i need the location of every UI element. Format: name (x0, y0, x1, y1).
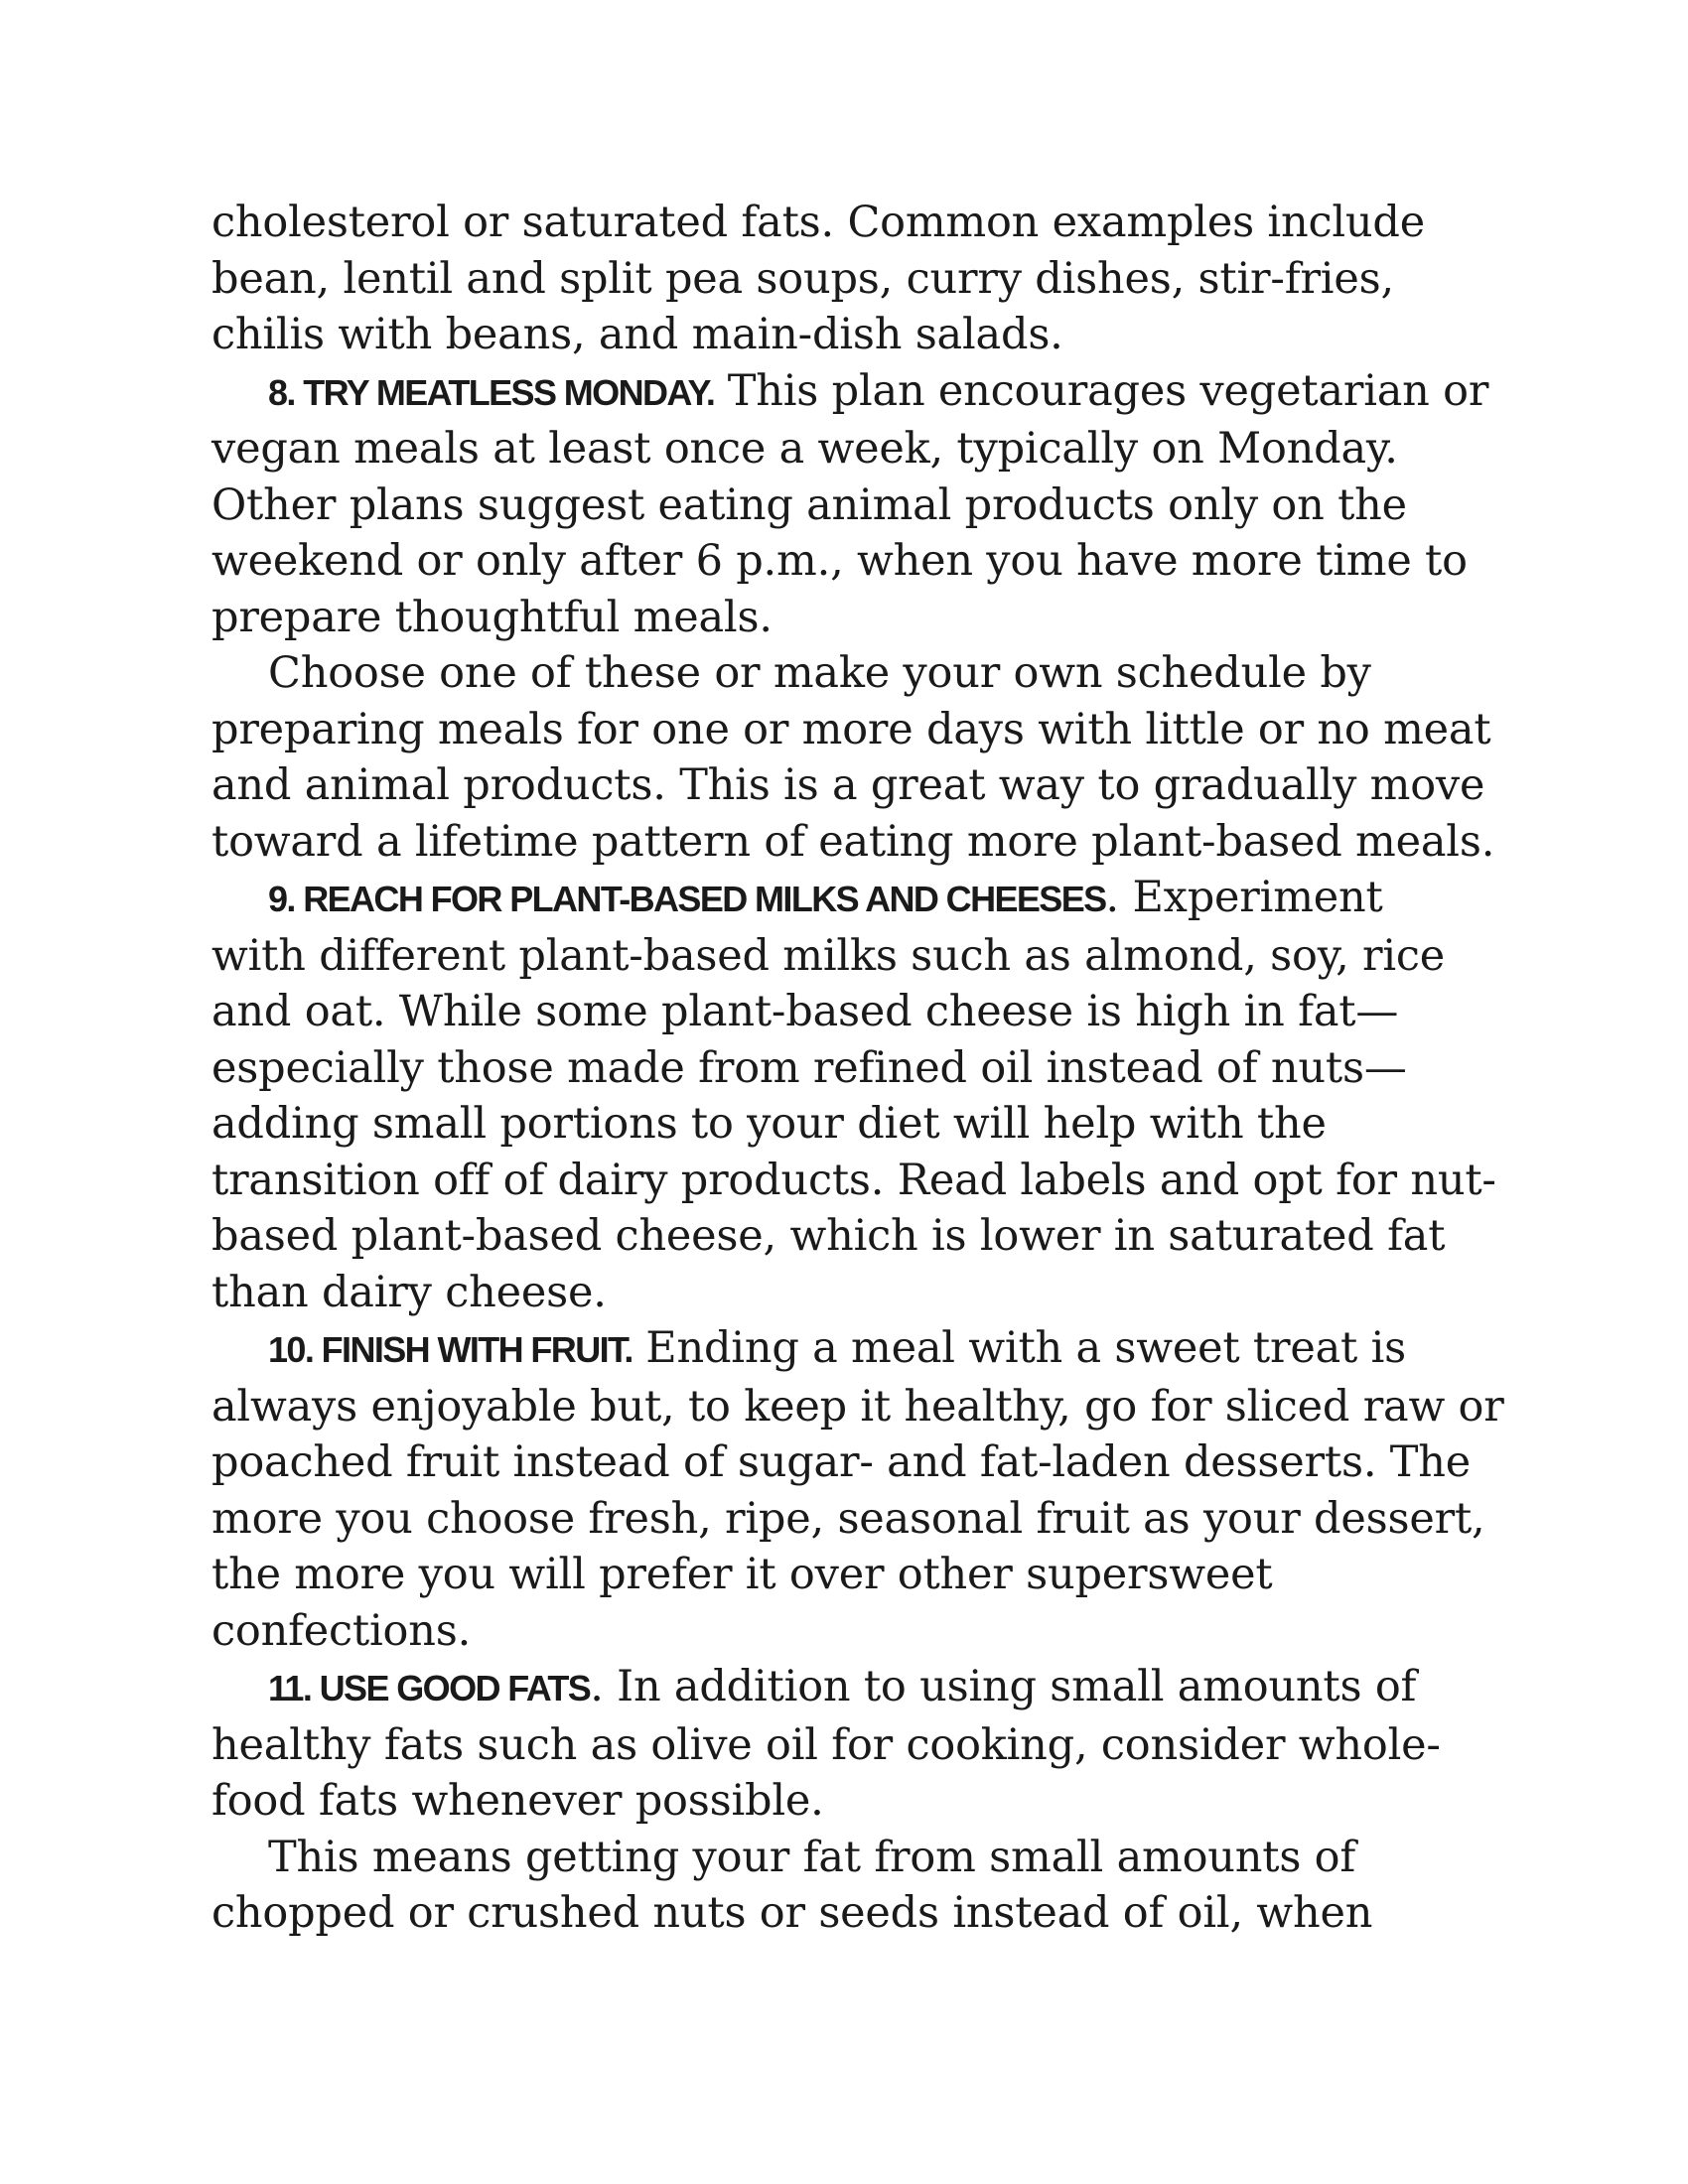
text-run: . In addition to using small amounts of (590, 1662, 1417, 1711)
text-line: especially those made from refined oil instead of nuts— (211, 1042, 1407, 1093)
paragraph-plant-dishes (211, 195, 1492, 363)
paragraph-fat-sources (211, 1830, 1492, 1942)
text-line: adding small portions to your diet will help with the (211, 1099, 1327, 1149)
paragraph-tip-8 (211, 363, 1492, 646)
text-line (211, 363, 1492, 422)
tip-11-heading: 11. USE GOOD FATS (268, 1668, 591, 1708)
paragraph-tip-11 (211, 1659, 1492, 1830)
text-line: prepare thoughtful meals. (211, 592, 773, 642)
text-run: Ending a meal with a sweet treat is (632, 1323, 1407, 1373)
text-line: vegan meals at least once a week, typically on Monday. (211, 424, 1398, 474)
paragraph-tip-9 (211, 870, 1496, 1320)
text-line: and animal products. This is a great way to gradually move (211, 760, 1485, 810)
text-line: food fats whenever possible. (211, 1776, 824, 1826)
text-line: based plant-based cheese, which is lower in saturated fat (211, 1211, 1446, 1261)
paragraph-schedule (211, 645, 1495, 870)
text-line (211, 870, 1492, 928)
text-run: This plan encourages vegetarian or (714, 365, 1489, 416)
tip-8-heading: 8. TRY MEATLESS MONDAY. (268, 371, 715, 413)
text-line: and oat. While some plant-based cheese is high in fat— (211, 987, 1399, 1036)
text-line: bean, lentil and split pea soups, curry dishes, stir-fries, (211, 253, 1394, 304)
text-run: . Experiment (1105, 873, 1383, 922)
text-line: poached fruit instead of sugar- and fat-laden desserts. The (211, 1437, 1471, 1487)
text-line: always enjoyable but, to keep it healthy, go for sliced raw or (211, 1381, 1504, 1432)
text-line: with different plant-based milks such as almond, soy, rice (211, 930, 1446, 981)
text-line: weekend or only after 6 p.m., when you have more time to (211, 536, 1468, 586)
text-line: This means getting your fat from small amounts of (268, 1832, 1356, 1882)
text-line (211, 1659, 1492, 1717)
text-line: the more you will prefer it over other supersweet (211, 1550, 1273, 1599)
text-line: preparing meals for one or more days with little or no meat (211, 704, 1491, 754)
paragraph-tip-10 (211, 1320, 1504, 1659)
text-line: more you choose fresh, ripe, seasonal fruit as your dessert, (211, 1493, 1485, 1544)
text-line: Choose one of these or make your own schedule by (268, 648, 1371, 698)
document-page (211, 195, 1504, 1942)
text-line: transition off of dairy products. Read labels and opt for nut- (211, 1155, 1496, 1205)
text-line: Other plans suggest eating animal products only on the (211, 479, 1407, 530)
text-line: toward a lifetime pattern of eating more plant-based meals. (211, 816, 1495, 867)
text-line: than dairy cheese. (211, 1267, 607, 1317)
text-line: cholesterol or saturated fats. Common examples include (211, 198, 1425, 247)
text-line: confections. (211, 1605, 472, 1656)
tip-10-heading: 10. FINISH WITH FRUIT. (268, 1329, 633, 1370)
text-line (211, 1320, 1492, 1379)
text-line: chopped or crushed nuts or seeds instead of oil, when (211, 1888, 1373, 1938)
text-line: chilis with beans, and main-dish salads. (211, 310, 1063, 359)
text-line: healthy fats such as olive oil for cooking, consider whole- (211, 1719, 1441, 1770)
tip-9-heading: 9. REACH FOR PLANT-BASED MILKS AND CHEESES (268, 879, 1106, 919)
